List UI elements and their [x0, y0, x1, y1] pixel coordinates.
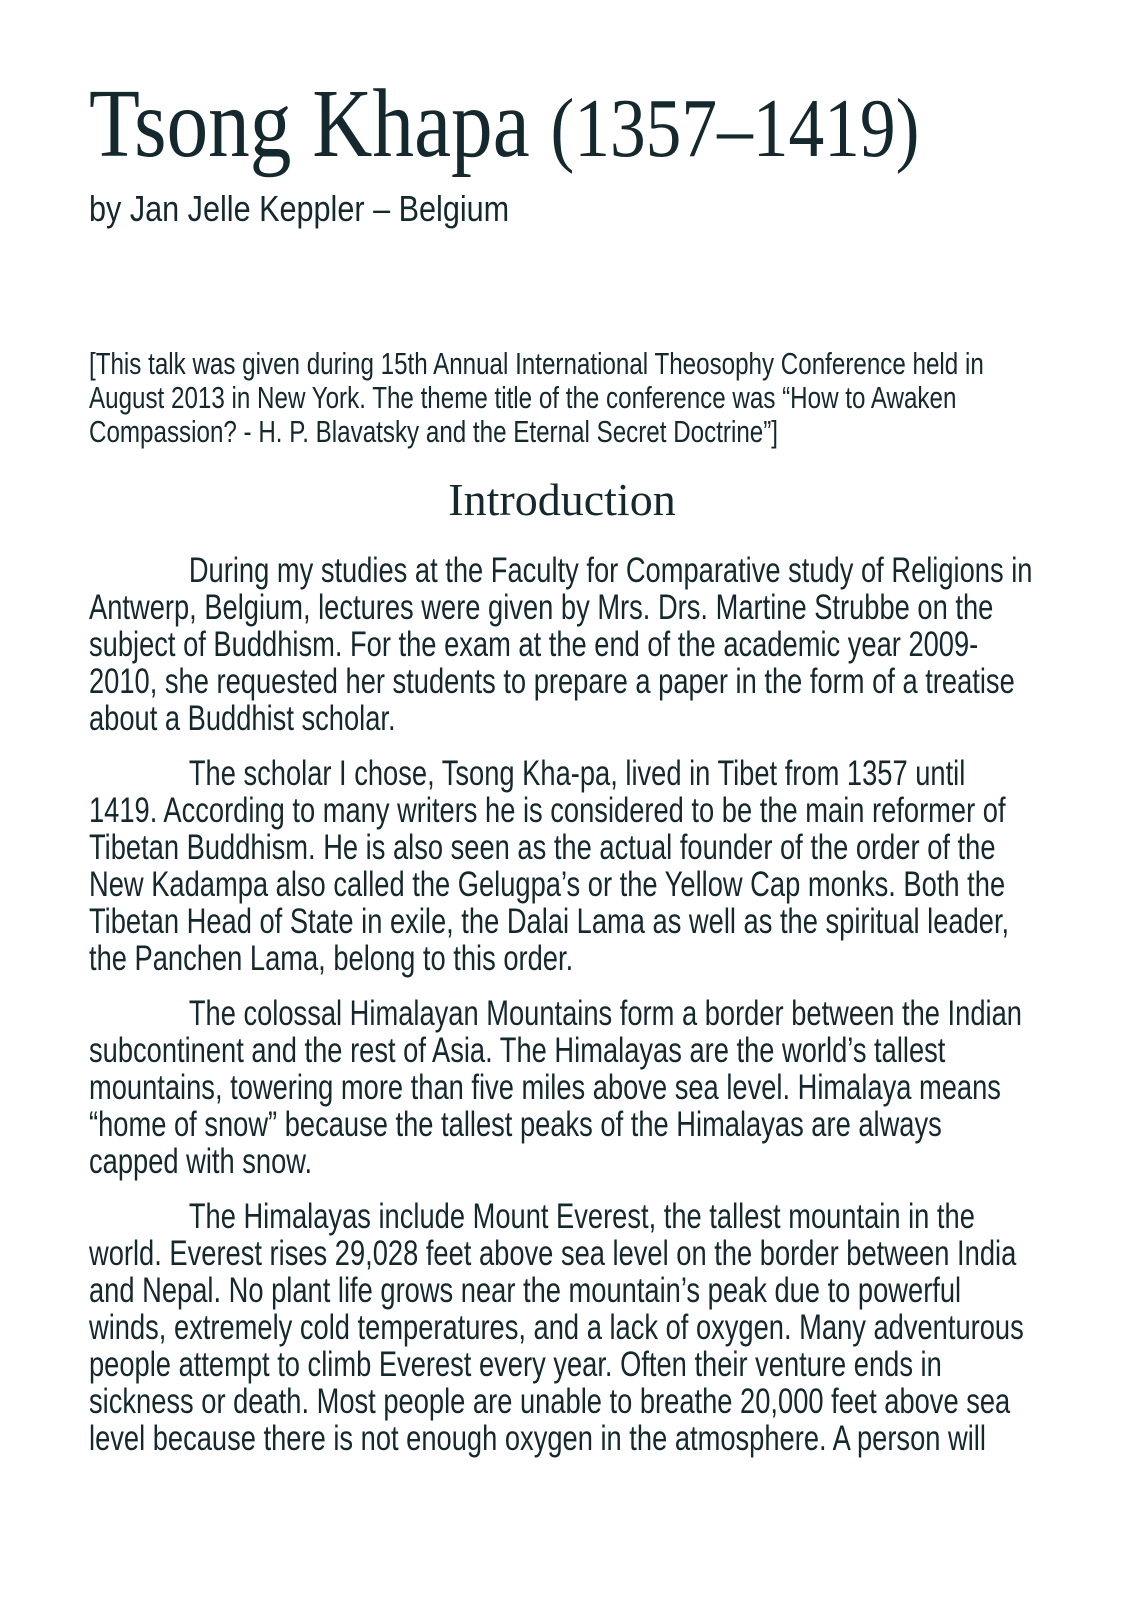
conference-note: [This talk was given during 15th Annual International Theosophy Conference held in August 2013 in New York. The theme title of the conference was “How to Awaken Compassion? - H. P. Blavatsky and the Eternal Secret Doctrine”]	[89, 346, 984, 449]
byline-row	[89, 188, 1035, 229]
page-title	[89, 70, 1035, 178]
title-text: Tsong Khapa	[89, 70, 530, 178]
paragraph-3: The colossal Himalayan Mountains form a border between the Indian subcontinent and the rest of Asia. The Himalayas are the world’s tallest mountains, towering more than five miles above sea level. Himalaya means “home of snow” because the tallest peaks of the Himalayas are always capped with snow.	[89, 994, 1022, 1181]
page-title-inner	[89, 70, 920, 178]
paragraph-4: The Himalayas include Mount Everest, the tallest mountain in the world. Everest rises 29,028 feet above sea level on the border between India and Nepal. No plant life grows near the mountain’s peak due to powerful winds, extremely cold temperatures, and a lack of oxygen. Many adventurous people attempt to climb Everest every year. Often their venture ends in sickness or death. Most people are unable to breathe 20,000 feet above sea level because there is not enough oxygen in the atmosphere. A person will	[89, 1197, 1024, 1458]
paragraph-2: The scholar I chose, Tsong Kha-pa, lived in Tibet from 1357 until 1419. According to many writers he is considered to be the main reformer of Tibetan Buddhism. He is also seen as the actual founder of the order of the New Kadampa also called the Gelugpa’s or the Yellow Cap monks. Both the Tibetan Head of State in exile, the Dalai Lama as well as the spiritual leader, the Panchen Lama, belong to this order.	[89, 754, 1010, 978]
byline: by Jan Jelle Keppler – Belgium	[89, 188, 510, 229]
title-years: (1357–1419)	[550, 82, 920, 175]
section-heading-introduction: Introduction	[448, 474, 676, 525]
paragraph-1: During my studies at the Faculty for Comparative study of Religions in Antwerp, Belgium, lectures were given by Mrs. Drs. Martine Strubbe on the subject of Buddhism. For the exam at the end of the academic year 2009-2010, she requested her students to prepare a paper in the form of a treatise about a Buddhist scholar.	[89, 551, 1033, 738]
